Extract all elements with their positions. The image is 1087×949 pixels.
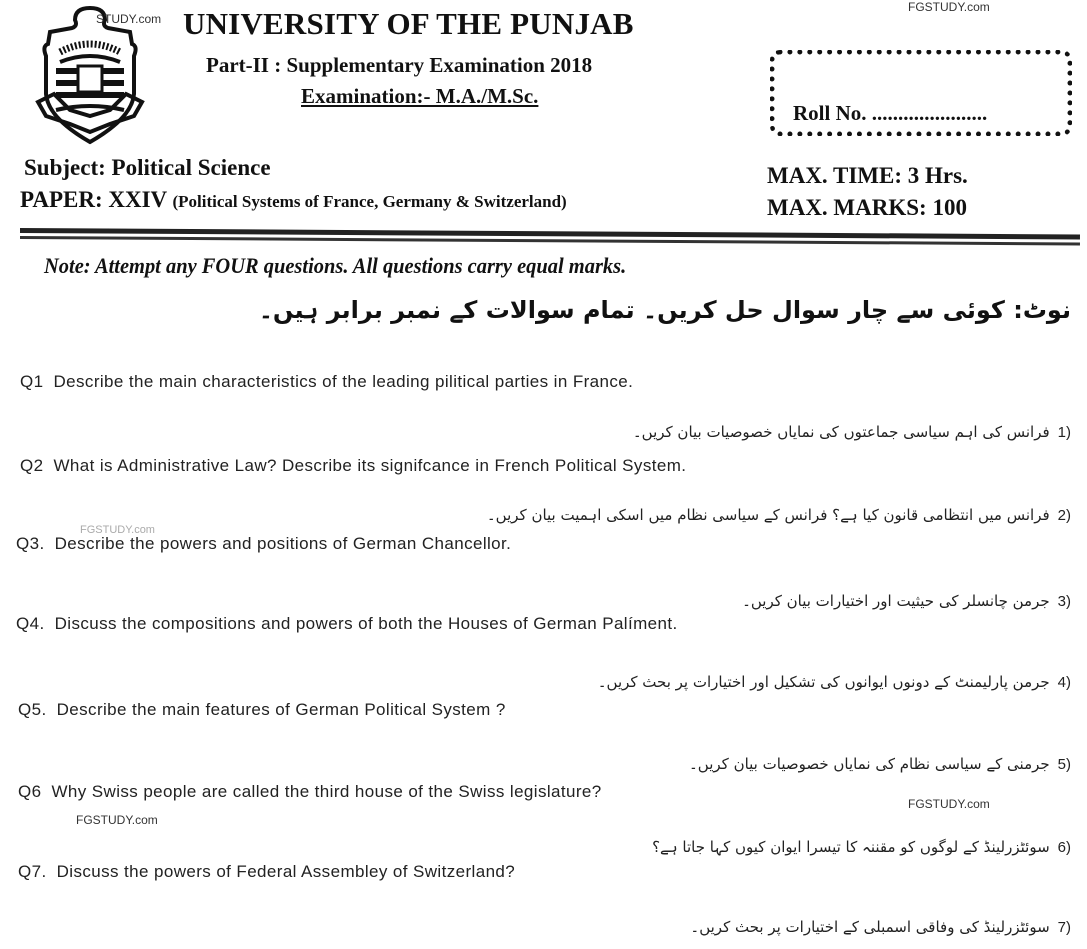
question-text: Discuss the powers of Federal Assembley of Switzerland? xyxy=(56,862,516,881)
question-6 xyxy=(18,782,602,802)
question-5 xyxy=(18,700,506,720)
watermark: FGSTUDY.com xyxy=(908,797,990,811)
question-2-urdu xyxy=(487,506,1071,524)
question-text: Why Swiss people are called the third house of the Swiss legislature? xyxy=(51,782,602,801)
examination-level: Examination:- M.A./M.Sc. xyxy=(301,84,539,108)
question-7-urdu xyxy=(690,918,1071,936)
paper-code: PAPER: XXIV xyxy=(20,187,167,212)
question-3-urdu xyxy=(742,592,1071,610)
university-crest-icon xyxy=(30,6,150,146)
question-text: Describe the main characteristics of the leading pilitical parties in France. xyxy=(53,372,634,391)
exam-part: Part-II : Supplementary Examination 2018 xyxy=(206,53,593,77)
question-number: Q7. xyxy=(18,862,47,881)
question-1 xyxy=(20,372,633,392)
university-title: UNIVERSITY OF THE PUNJAB xyxy=(183,6,634,41)
question-6-urdu xyxy=(652,838,1071,856)
question-1-urdu xyxy=(633,423,1071,441)
watermark: FGSTUDY.com xyxy=(80,524,155,536)
max-time: MAX. TIME: 3 Hrs. xyxy=(767,163,968,188)
question-3 xyxy=(16,534,511,554)
roll-number-label: Roll No. ...................... xyxy=(793,101,988,125)
subject: Subject: Political Science xyxy=(24,155,271,180)
instruction-note-english: Note: Attempt any FOUR questions. All questions carry equal marks. xyxy=(44,253,627,278)
question-4 xyxy=(16,614,678,634)
watermark: STUDY.com xyxy=(96,12,162,26)
question-text: What is Administrative Law? Describe its signifcance in French Political System. xyxy=(53,456,687,475)
urdu-question-text: جرمن پارلیمنٹ کے دونوں ایوانوں کی تشکیل اور اختیارات پر بحث کریں۔ xyxy=(597,673,1050,691)
question-number: Q1 xyxy=(20,372,44,391)
urdu-question-text: فرانس کی اہم سیاسی جماعتوں کی نمایاں خصوصیات بیان کریں۔ xyxy=(632,423,1050,441)
question-number: Q2 xyxy=(20,456,44,475)
question-number: Q3. xyxy=(16,534,45,553)
urdu-question-text: سوئٹزرلینڈ کی وفاقی اسمبلی کے اختیارات پر بحث کریں۔ xyxy=(690,918,1050,936)
watermark: FGSTUDY.com xyxy=(908,0,990,14)
urdu-question-number: 4) xyxy=(1057,674,1071,691)
urdu-question-text: فرانس میں انتظامی قانون کیا ہے؟ فرانس کے سیاسی نظام میں اسکی اہمیت بیان کریں۔ xyxy=(486,506,1050,524)
urdu-question-number: 1) xyxy=(1057,424,1071,441)
paper-title: (Political Systems of France, Germany & Switzerland) xyxy=(172,192,567,211)
watermark: FGSTUDY.com xyxy=(76,813,158,827)
max-marks: MAX. MARKS: 100 xyxy=(767,195,967,220)
urdu-question-number: 3) xyxy=(1057,593,1071,610)
urdu-question-number: 7) xyxy=(1057,919,1071,936)
question-number: Q5. xyxy=(18,700,47,719)
question-text: Discuss the compositions and powers of both the Houses of German Palíment. xyxy=(54,614,678,633)
urdu-question-text: جرمنی کے سیاسی نظام کی نمایاں خصوصیات بیان کریں۔ xyxy=(689,755,1050,773)
instruction-note-urdu: نوٹ: کوئی سے چار سوال حل کریں۔ تمام سوالات کے نمبر برابر ہیں۔ xyxy=(258,296,1071,324)
question-number: Q4. xyxy=(16,614,45,633)
urdu-question-number: 6) xyxy=(1057,839,1071,856)
paper xyxy=(20,187,567,213)
question-5-urdu xyxy=(689,755,1071,773)
question-number: Q6 xyxy=(18,782,42,801)
urdu-question-text: سوئٹزرلینڈ کے لوگوں کو مقننہ کا تیسرا ایوان کیوں کہا جاتا ہے؟ xyxy=(652,838,1050,856)
roll-number-box[interactable] xyxy=(770,50,1072,136)
question-text: Describe the main features of German Political System ? xyxy=(56,700,506,719)
question-text: Describe the powers and positions of German Chancellor. xyxy=(54,534,512,553)
urdu-question-number: 2) xyxy=(1057,507,1071,524)
question-7 xyxy=(18,862,515,882)
question-2 xyxy=(20,456,686,476)
urdu-question-text: جرمن چانسلر کی حیثیت اور اختیارات بیان کریں۔ xyxy=(742,592,1050,610)
urdu-question-number: 5) xyxy=(1057,756,1071,773)
question-4-urdu xyxy=(598,673,1071,691)
